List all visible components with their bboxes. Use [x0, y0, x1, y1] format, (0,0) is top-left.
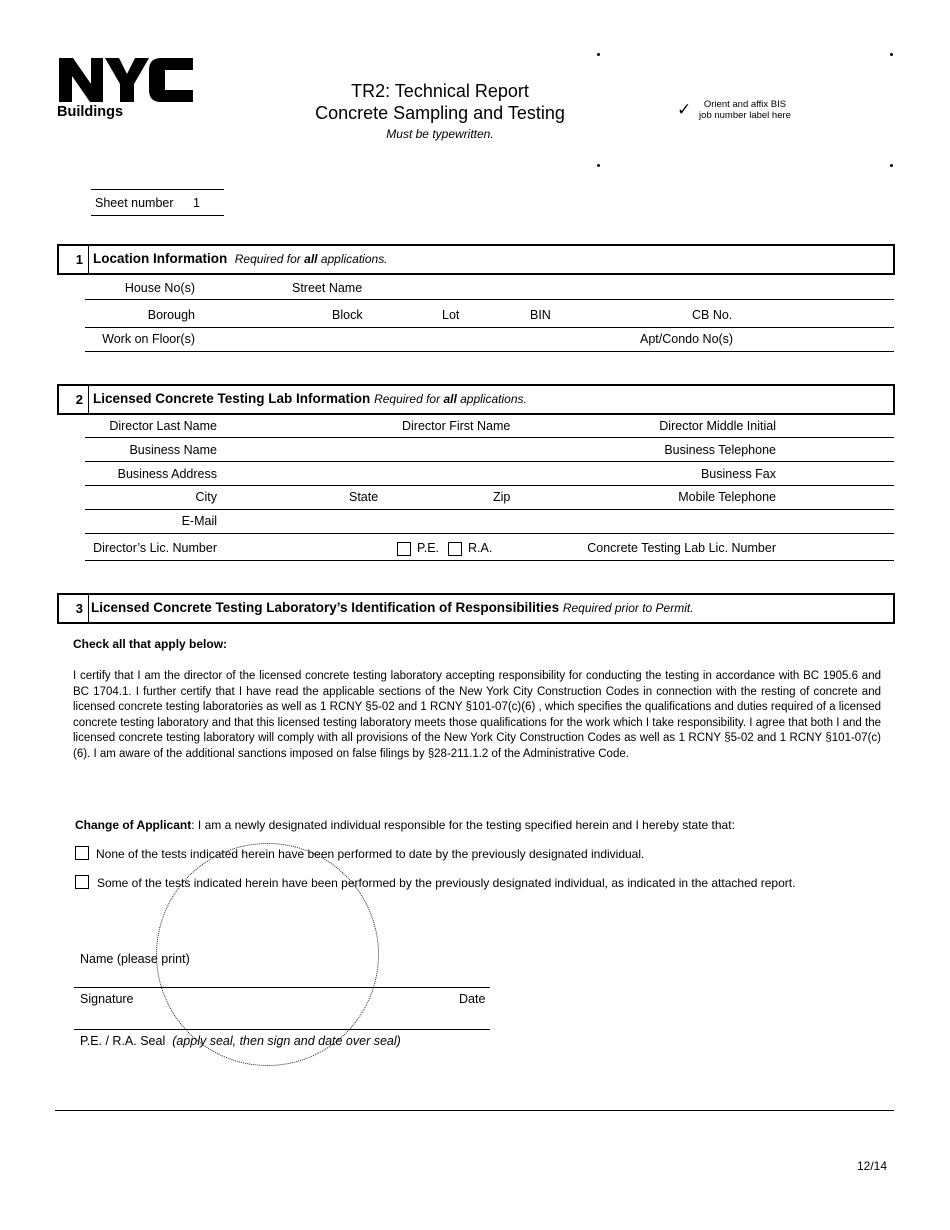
section-2-number: 2	[75, 392, 83, 407]
director-middle-initial-label: Director Middle Initial	[659, 419, 776, 433]
ra-checkbox[interactable]	[448, 542, 462, 556]
section-3-requirement: Required prior to Permit.	[562, 601, 694, 615]
label-corner-dot	[597, 164, 600, 167]
row-divider	[85, 560, 894, 561]
row-divider	[85, 509, 894, 510]
form-title	[230, 80, 650, 141]
none-performed-checkbox[interactable]	[75, 846, 89, 860]
ra-label: R.A.	[468, 541, 493, 555]
director-license-label: Director’s Lic. Number	[93, 541, 217, 555]
footer-rule	[55, 1110, 894, 1111]
seal-label-text: P.E. / R.A. Seal	[80, 1034, 166, 1048]
email-label: E-Mail	[181, 514, 217, 528]
bin-label: BIN	[530, 308, 551, 322]
sheet-number-field[interactable]	[91, 189, 224, 216]
label-corner-dot	[890, 164, 893, 167]
lot-label: Lot	[442, 308, 460, 322]
director-first-name-label: Director First Name	[402, 419, 511, 433]
business-telephone-label: Business Telephone	[664, 443, 776, 457]
section-3-title-text: Licensed Concrete Testing Laboratory’s Identification of Responsibilities	[91, 600, 560, 615]
row-divider	[85, 461, 894, 462]
section-1-req-post: applications.	[317, 252, 388, 266]
row-divider	[85, 351, 894, 352]
certification-paragraph: I certify that I am the director of the licensed concrete testing laboratory accepting responsibility for conducting the testing in accordance with BC 1905.6 and BC 1704.1. I further certify that I have read the applicable sections of the New York City Construction Codes in connection with the resting of concrete and licensed concrete testing laboratories as well as 1 RCNY §5-02 and 1 RCNY §101-07(c)(6) , which specifies the qualifications and duties required of a licensed concrete testing laboratory and that this licensed testing laboratory meets those qualifications for the work which I take responsibility. I agree that both I and the licensed concrete testing laboratory will comply with all provisions of the New York City Construction Codes as well as 1 RCNY §5-02 and 1 RCNY §101-07(c)(6). I am aware of the additional sanctions imposed on false filings by §28-211.1.2 of the Administrative Code.	[73, 670, 881, 760]
some-performed-checkbox[interactable]	[75, 875, 89, 889]
row-divider	[85, 327, 894, 328]
change-of-applicant-text: : I am a newly designated individual responsible for the testing specified herein and I hereby state that:	[191, 818, 735, 832]
business-address-label: Business Address	[117, 467, 217, 481]
house-number-label: House No(s)	[124, 281, 195, 295]
name-line	[74, 987, 490, 988]
section-2-title	[93, 391, 527, 406]
label-note-line-1: Orient and affix BIS	[703, 99, 787, 110]
state-label: State	[349, 490, 379, 504]
section-2-header	[57, 384, 895, 415]
sheet-number-label: Sheet number	[95, 196, 174, 210]
checkmark-icon: ✓	[677, 100, 692, 119]
sheet-number-value: 1	[193, 196, 200, 210]
section-1-req-bold: all	[304, 252, 318, 266]
section-2-req-post: applications.	[456, 392, 527, 406]
zip-label: Zip	[493, 490, 511, 504]
signature-label: Signature	[80, 992, 134, 1006]
section-2-req-bold: all	[443, 392, 457, 406]
director-last-name-label: Director Last Name	[109, 419, 217, 433]
logo-subtext: Buildings	[57, 104, 124, 120]
business-fax-label: Business Fax	[700, 467, 776, 481]
row-divider	[85, 299, 894, 300]
page-number: 12/14	[857, 1159, 888, 1173]
section-3-title	[91, 600, 694, 615]
change-of-applicant-label: Change of Applicant	[75, 818, 192, 832]
title-line-1: TR2: Technical Report	[351, 81, 529, 101]
check-all-heading: Check all that apply below:	[73, 637, 228, 651]
cb-number-label: CB No.	[692, 308, 733, 322]
lab-license-label: Concrete Testing Lab Lic. Number	[587, 541, 776, 555]
borough-label: Borough	[147, 308, 195, 322]
label-corner-dot	[597, 53, 600, 56]
title-line-2: Concrete Sampling and Testing	[315, 103, 565, 123]
nyc-buildings-logo	[57, 56, 197, 126]
date-label: Date	[459, 992, 486, 1006]
section-3-number: 3	[75, 601, 83, 616]
bis-label-note	[690, 99, 800, 121]
section-1-title	[93, 251, 388, 266]
seal-note: (apply seal, then sign and date over seal)	[172, 1034, 401, 1048]
label-corner-dot	[890, 53, 893, 56]
street-name-label: Street Name	[292, 281, 363, 295]
section-1-req-pre: Required for	[234, 252, 305, 266]
apt-condo-label: Apt/Condo No(s)	[640, 332, 734, 346]
pe-label: P.E.	[417, 541, 440, 555]
subtitle: Must be typewritten.	[386, 127, 494, 141]
block-label: Block	[332, 308, 363, 322]
change-of-applicant	[75, 818, 735, 832]
row-divider	[85, 485, 894, 486]
section-3-header	[57, 593, 895, 624]
pe-checkbox[interactable]	[397, 542, 411, 556]
section-2-req-pre: Required for	[374, 392, 444, 406]
work-floor-label: Work on Floor(s)	[102, 332, 195, 346]
section-1-number: 1	[75, 252, 83, 267]
seal-label	[80, 1034, 401, 1048]
none-performed-label: None of the tests indicated herein have been performed to date by the previously designated individual.	[96, 847, 645, 861]
name-print-label: Name (please print)	[80, 952, 190, 966]
section-1-title-text: Location Information	[93, 251, 228, 266]
mobile-telephone-label: Mobile Telephone	[678, 490, 776, 504]
city-label: City	[195, 490, 217, 504]
row-divider	[85, 533, 894, 534]
signature-line	[74, 1029, 490, 1030]
row-divider	[85, 437, 894, 438]
business-name-label: Business Name	[129, 443, 217, 457]
some-performed-label: Some of the tests indicated herein have been performed by the previously designated individual, as indicated in the attached report.	[97, 876, 796, 890]
label-note-line-2: job number label here	[699, 110, 791, 121]
section-1-header	[57, 244, 895, 275]
section-2-title-text: Licensed Concrete Testing Lab Information	[93, 391, 371, 406]
